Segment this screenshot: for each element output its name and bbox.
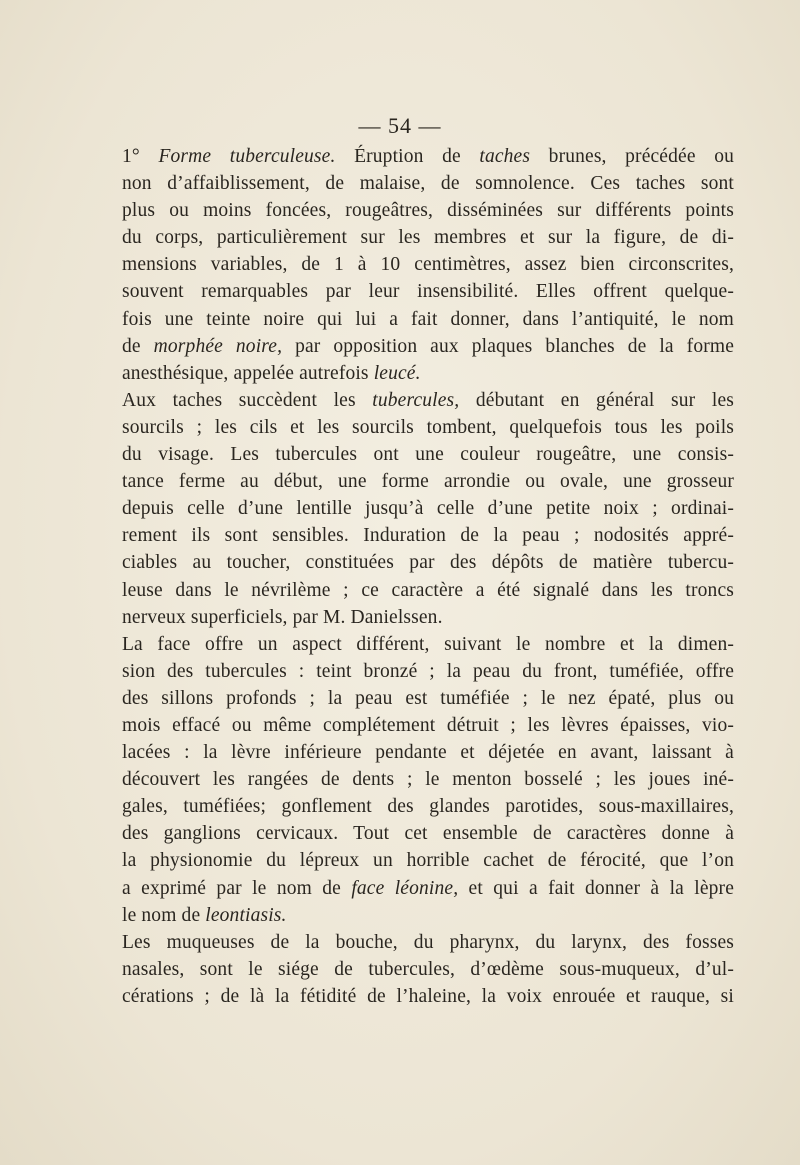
text-segment: gales, tuméfiées; gonflement des glandes parotides, sous-maxillaires, [122, 796, 734, 818]
text-segment: par opposition aux plaques blanches de la forme [282, 335, 734, 357]
text-segment: nasales, sont le siége de tubercules, d’œdème sous-muqueux, d’ul- [122, 958, 734, 980]
text-segment: non d’affaiblissement, de malaise, de somnolence. Ces taches sont [122, 173, 734, 195]
italic-term: morphée noire, [153, 335, 283, 357]
text-line [122, 658, 734, 685]
text-line [122, 306, 734, 333]
text-line [122, 333, 734, 360]
text-segment: et qui a fait donner à la lèpre [458, 877, 734, 899]
text-segment: sourcils ; les cils et les sourcils tombent, quelquefois tous les poils [122, 416, 734, 438]
text-line [122, 278, 734, 305]
text-segment: des ganglions cervicaux. Tout cet ensemble de caractères donne à [122, 823, 734, 845]
italic-term: leontiasis. [205, 904, 287, 926]
text-line [122, 631, 734, 658]
text-line [122, 847, 734, 874]
italic-term: Forme tuberculeuse. [158, 146, 336, 167]
text-segment: a exprimé par le nom de [122, 877, 352, 899]
text-segment: fois une teinte noire qui lui a fait donner, dans l’antiquité, le nom [122, 308, 734, 330]
text-line [122, 793, 734, 820]
text-segment: des sillons profonds ; la peau est tuméfiée ; le nez épaté, plus ou [122, 687, 734, 709]
text-line [122, 468, 734, 495]
text-segment: brunes, précédée ou [530, 146, 735, 167]
text-segment: du visage. Les tubercules ont une couleur rougeâtre, une consis- [122, 444, 734, 466]
text-segment: rement ils sont sensibles. Induration de la peau ; nodosités appré- [122, 525, 734, 547]
text-line [122, 360, 734, 387]
text-line [122, 441, 734, 468]
text-line [122, 170, 734, 197]
text-line [122, 522, 734, 549]
italic-term: tubercules, [372, 389, 460, 411]
text-line [122, 739, 734, 766]
text-line [122, 929, 734, 956]
text-segment: découvert les rangées de dents ; le menton bosselé ; les joues iné- [122, 769, 734, 791]
text-line [122, 251, 734, 278]
text-line [122, 577, 734, 604]
text-line [122, 875, 734, 902]
italic-term: taches [479, 146, 531, 167]
text-line [122, 549, 734, 576]
text-segment: de [122, 335, 154, 357]
body-text [122, 143, 734, 1010]
text-segment: lacées : la lèvre inférieure pendante et déjetée en avant, laissant à [122, 742, 734, 764]
text-line [122, 197, 734, 224]
text-segment: du corps, particulièrement sur les membres et sur la figure, de di- [122, 227, 734, 249]
text-line [122, 685, 734, 712]
text-line [122, 387, 734, 414]
text-segment: leuse dans le névrilème ; ce caractère a été signalé dans les troncs [122, 579, 734, 601]
text-line [122, 495, 734, 522]
text-segment: sion des tubercules : teint bronzé ; la peau du front, tuméfiée, offre [122, 660, 734, 682]
text-segment: cérations ; de là la fétidité de l’haleine, la voix enrouée et rauque, si [122, 985, 734, 1007]
text-line [122, 766, 734, 793]
text-line [122, 604, 734, 631]
text-line [122, 224, 734, 251]
text-segment: débutant en général sur les [459, 389, 735, 411]
text-line [122, 956, 734, 983]
text-segment: la physionomie du lépreux un horrible cachet de férocité, que l’on [122, 850, 734, 872]
text-segment: le nom de [122, 904, 206, 926]
text-line [122, 712, 734, 739]
text-segment: La face offre un aspect différent, suivant le nombre et la dimen- [122, 633, 734, 655]
text-line [122, 414, 734, 441]
text-segment: nerveux superficiels, par M. Danielssen. [122, 606, 443, 628]
text-segment: mois effacé ou même complétement détruit ; les lèvres épaisses, vio- [122, 714, 734, 736]
page-number: — 54 — [358, 113, 442, 138]
text-line [122, 902, 734, 929]
text-segment: anesthésique, appelée autrefois [122, 362, 374, 384]
italic-term: leucé. [373, 362, 421, 384]
text-segment: Aux taches succèdent les [122, 389, 373, 411]
text-segment: 1° [122, 146, 159, 167]
text-segment: Éruption de [335, 146, 480, 167]
text-line [122, 820, 734, 847]
italic-term: face léonine, [351, 877, 459, 899]
text-segment: tance ferme au début, une forme arrondie ou ovale, une grosseur [122, 471, 734, 493]
text-segment: Les muqueuses de la bouche, du pharynx, du larynx, des fosses [122, 931, 734, 953]
text-segment: ciables au toucher, constituées par des dépôts de matière tubercu- [122, 552, 734, 574]
text-segment: depuis celle d’une lentille jusqu’à celle d’une petite noix ; ordinai- [122, 498, 734, 520]
text-segment: plus ou moins foncées, rougeâtres, disséminées sur différents points [122, 200, 734, 222]
text-line [122, 983, 734, 1010]
text-segment: souvent remarquables par leur insensibilité. Elles offrent quelque- [122, 281, 734, 303]
text-line [122, 143, 734, 170]
text-segment: mensions variables, de 1 à 10 centimètres, assez bien circonscrites, [122, 254, 734, 276]
